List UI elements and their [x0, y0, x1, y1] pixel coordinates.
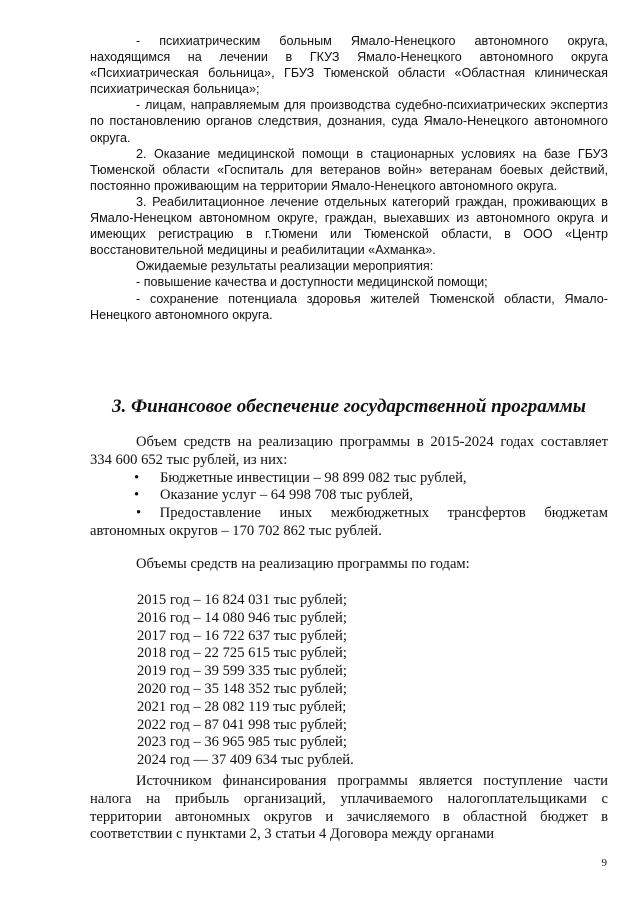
bullet-text: Бюджетные инвестиции – 98 899 082 тыс рублей, [160, 469, 467, 486]
paragraph-result-health: - сохранение потенциала здоровья жителей Тюменской области, Ямало-Ненецкого автономного округа. [90, 291, 608, 322]
bullet-services [90, 487, 608, 505]
bullet-investments [90, 470, 608, 488]
paragraph-result-quality: - повышение качества и доступности медицинской помощи; [136, 275, 488, 290]
year-item: 2024 год — 37 409 634 тыс рублей. [137, 752, 354, 769]
year-item: 2016 год – 14 080 946 тыс рублей; [137, 609, 347, 626]
transfer-paragraph: • Предоставление иных межбюджетных трансфертов бюджетам автономных округов – 170 702 862 тыс рублей. [90, 505, 608, 539]
year-item: 2020 год – 35 148 352 тыс рублей; [137, 680, 347, 697]
year-item: 2023 год – 36 965 985 тыс рублей; [137, 734, 347, 751]
financing-source-block [90, 773, 608, 844]
financing-source: Источником финансирования программы является поступление части налога на прибыль организаций, уплачиваемого налогоплательщиками с территории автономных округов и зачисляемого в областной бюджет в соответствии с пунктами 2, 3 статьи 4 Договора между органами [90, 773, 608, 843]
year-item: 2021 год – 28 082 119 тыс рублей; [137, 698, 347, 715]
paragraph-veterans-hospital: 2. Оказание медицинской помощи в стационарных условиях на базе ГБУЗ Тюменской области «Госпиталь для ветеранов войн» ветеранам боевых действий, постоянно проживающим на территории Ямало-Ненецкого автономного округа. [90, 146, 608, 193]
year-item: 2015 год – 16 824 031 тыс рублей; [137, 592, 347, 608]
paragraph-expected-results: Ожидаемые результаты реализации мероприятия: [136, 259, 434, 274]
year-item: 2018 год – 22 725 615 тыс рублей; [137, 645, 347, 662]
year-item: 2017 год – 16 722 637 тыс рублей; [137, 627, 347, 644]
section-heading: 3. Финансовое обеспечение государственной программы [112, 396, 586, 417]
financing-section [90, 434, 608, 541]
bullet-icon: • [134, 469, 140, 486]
paragraph-forensic-examination: - лицам, направляемым для производства судебно-психиатрических экспертиз по постановлению органов следствия, дознания, суда Ямало-Ненецкого автономного округа. [90, 98, 608, 145]
paragraph-psychiatric-patients: - психиатрическим больным Ямало-Ненецкого автономного округа, находящимся на лечении в ГКУЗ Ямало-Ненецкого автономного округа «Психиатрическая больница», ГБУЗ Тюменской области «Областная клиническая психиатрическая больница»; [90, 34, 608, 97]
year-item: 2022 год – 87 041 998 тыс рублей; [137, 716, 347, 733]
financing-intro: Объем средств на реализацию программы в 2015-2024 годах составляет 334 600 652 тыс рублей, из них: [90, 434, 608, 468]
by-years-title: Объемы средств на реализацию программы по годам: [136, 556, 470, 572]
bullet-icon: • [134, 487, 140, 504]
page-number: 9 [601, 857, 607, 869]
year-item: 2019 год – 39 599 335 тыс рублей; [137, 663, 347, 680]
bullet-text: Оказание услуг – 64 998 708 тыс рублей, [160, 487, 413, 504]
by-years-title-block [90, 556, 608, 574]
measures-section [90, 33, 608, 323]
paragraph-rehabilitation: 3. Реабилитационное лечение отдельных категорий граждан, проживающих в Ямало-Ненецком автономном округе, граждан, выехавших из автономного округа и имеющих регистрацию в г.Тюмени или Тюменской области, в ООО «Центр восстановительной медицины и реабилитации «Ахманка». [90, 194, 608, 258]
year-list [137, 592, 354, 770]
